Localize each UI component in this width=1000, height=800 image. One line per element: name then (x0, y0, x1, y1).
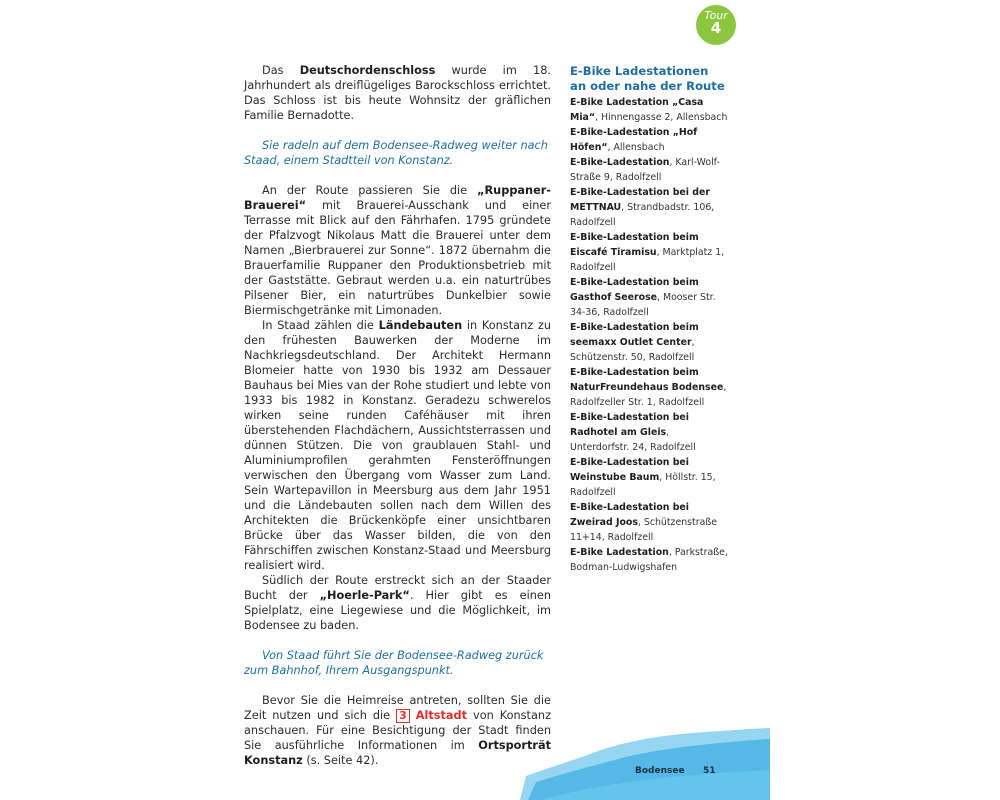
station-address: , Strandbadstr. 106, Radolfzell (570, 202, 715, 228)
station-name: E-Bike-Ladestation beim seemaxx Outlet Center (570, 322, 699, 348)
station-name: E-Bike Ladestation „Casa Mia“ (570, 97, 704, 123)
paragraph-hoerle-park: Südlich der Route erstreckt sich an der Staader Bucht der „Hoerle-Park“. Hier gibt es einen Spielplatz, eine Liegewiese und die Möglichkeit, im Bodensee zu baden. (244, 574, 551, 632)
station-address: , Hinnengasse 2, Allensbach (595, 112, 728, 123)
paragraph-deutschordenschloss: Das Deutschordenschloss wurde im 18. Jahrhundert als dreiflügeliges Barockschloss errichtet. Das Schloss ist bis heute Wohnsitz der gräflichen Familie Bernadotte. (244, 64, 551, 122)
station-address: , Marktplatz 1, Radolfzell (570, 247, 725, 273)
station-item (570, 320, 730, 365)
term-laendebauten: Ländebauten (378, 319, 463, 332)
station-name: E-Bike-Ladestation (570, 157, 670, 168)
station-item (570, 185, 730, 230)
poi-number-badge: 3 (396, 709, 410, 723)
tour-number: 4 (710, 19, 722, 37)
station-address: , Karl-Wolf-Straße 9, Radolfzell (570, 157, 720, 183)
station-name: E-Bike-Ladestation bei der METTNAU (570, 187, 710, 213)
sidebar-title: E-Bike Ladestationen an oder nahe der Route (570, 64, 725, 93)
tour-badge (696, 5, 736, 45)
station-item (570, 95, 730, 125)
station-item (570, 365, 730, 410)
station-item (570, 500, 730, 545)
term-hoerle-park: „Hoerle-Park“ (319, 589, 410, 602)
station-address: , Radolfzeller Str. 1, Radolfzell (570, 382, 727, 408)
station-list (570, 95, 730, 575)
station-item (570, 155, 730, 185)
station-name: E-Bike-Ladestation bei Zweirad Joos (570, 502, 689, 528)
route-note-return: Von Staad führt Sie der Bodensee-Radweg zurück zum Bahnhof, Ihrem Ausgangspunkt. (244, 649, 544, 677)
paragraph-altstadt: Bevor Sie die Heimreise antreten, sollten Sie die Zeit nutzen und sich die 3 Altstadt von Konstanz anschauen. Für eine Besichtigung der Stadt finden Sie ausführliche Informationen im Ortsporträt Konstanz (s. Seite 42). (244, 694, 552, 767)
station-item (570, 125, 730, 155)
station-item (570, 230, 730, 275)
station-address: , Unterdorfstr. 24, Radolfzell (570, 427, 696, 453)
station-address: , Schützenstr. 50, Radolfzell (570, 337, 695, 363)
station-item (570, 455, 730, 500)
station-name: E-Bike-Ladestation bei Weinstube Baum (570, 457, 689, 483)
poi-altstadt: Altstadt (415, 709, 468, 722)
term-deutschordenschloss: Deutschordenschloss (299, 64, 436, 77)
station-address: , Schützenstraße 11+14, Radolfzell (570, 517, 717, 543)
station-address: , Mooser Str. 34-36, Radolfzell (570, 292, 716, 318)
station-item (570, 275, 730, 320)
tour-label: Tour (704, 9, 728, 22)
station-name: E-Bike-Ladestation „Hof Höfen“ (570, 127, 698, 153)
station-name: E-Bike Ladestation (570, 547, 669, 558)
station-name: E-Bike-Ladestation beim Eiscafé Tiramisu (570, 232, 699, 258)
station-item (570, 545, 730, 575)
footer-section-title: Bodensee (635, 766, 685, 776)
station-name: E-Bike-Ladestation bei Radhotel am Gleis (570, 412, 689, 438)
main-column (244, 63, 551, 768)
sidebar-ebike-stations (570, 64, 730, 575)
station-address: , Höllstr. 15, Radolfzell (570, 472, 716, 498)
station-item (570, 410, 730, 455)
station-address: , Parkstraße, Bodman-Ludwigshafen (570, 547, 728, 573)
station-name: E-Bike-Ladestation beim NaturFreundehaus Bodensee (570, 367, 724, 393)
page-number: 51 (703, 766, 716, 776)
term-ruppaner-brauerei: „Ruppaner-Brauerei“ (244, 184, 551, 212)
station-address: , Allensbach (607, 142, 665, 153)
watercolor-wash (520, 718, 770, 800)
term-ortsportraet: Ortsporträt Konstanz (244, 739, 551, 767)
route-note-staad: Sie radeln auf dem Bodensee-Radweg weiter nach Staad, einem Stadtteil von Konstanz. (244, 139, 548, 167)
station-name: E-Bike-Ladestation beim Gasthof Seerose (570, 277, 699, 303)
paragraph-laendebauten: In Staad zählen die Ländebauten in Konstanz zu den frühesten Bauwerken der Moderne im Nachkriegsdeutschland. Der Architekt Hermann Blomeier hatte von 1930 bis 1932 am Dessauer Bauhaus bei Mies van der Rohe studiert und lebte von 1933 bis 1982 in Konstanz. Geradezu schwerelos wirken seine runden Caféhäuser mit ihren überstehenden Flachdächern, Aussichtsterrassen und dünnen Stützen. Die von graublauen Stahl- und Aluminiumprofilen gerahmten Fensteröffnungen verwischen den Übergang vom Wasser zum Land. Sein Wartepavillon in Meersburg aus dem Jahr 1951 und die Ländebauten sollen nach dem Willen des Architekten die Brückenköpfe einer unsichtbaren Brücke über das Wasser bilden, die von den Fährschiffen zwischen Konstanz-Staad und Meersburg realisiert wird. (244, 319, 552, 572)
paragraph-ruppaner: An der Route passieren Sie die „Ruppaner-Brauerei“ mit Brauerei-Ausschank und einer Terrasse mit Blick auf den Fährhafen. 1795 gründete der Pfalzvogt Nikolaus Matt die Brauerei unter dem Namen „Bierbrauerei zur Sonne“. 1872 übernahm die Brauerfamilie Ruppaner den Produktionsbetrieb mit der Gaststätte. Gebraut werden u.a. ein naturtrübes Pilsener Bier, ein naturtrübes Dunkelbier sowie Biermischgetränke mit Limonaden. (244, 184, 551, 317)
